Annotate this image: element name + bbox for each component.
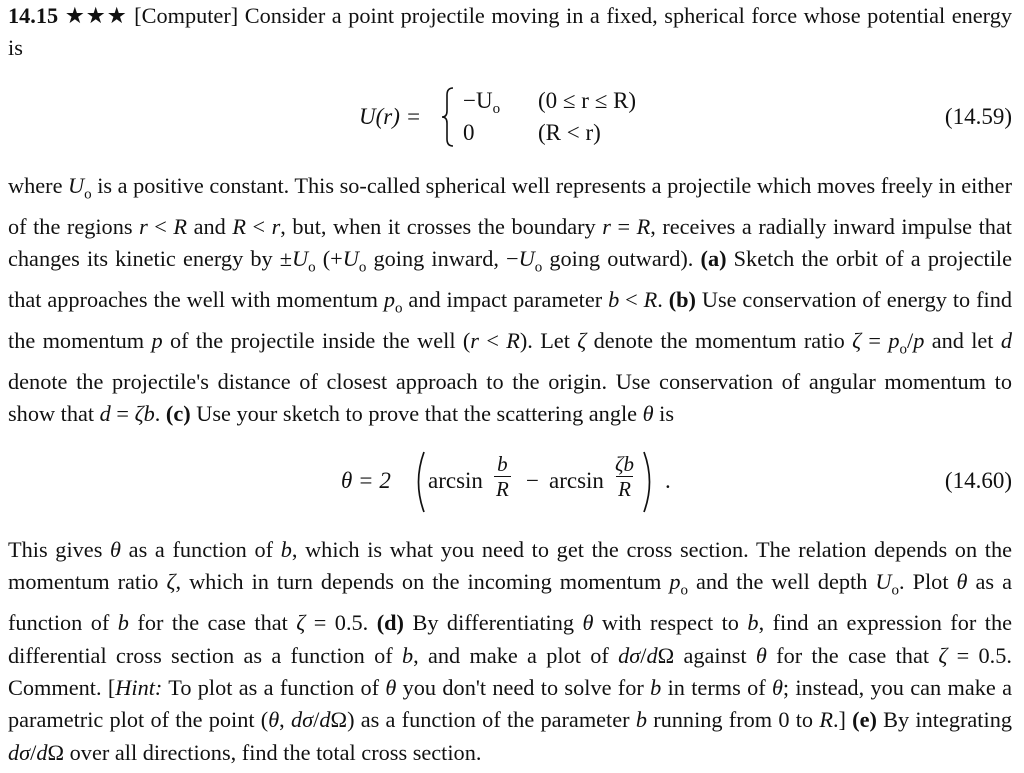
- equation-14-59: [0, 84, 1024, 150]
- frac1-numerator: b: [497, 452, 508, 476]
- equation-number-14-59: (14.59): [944, 104, 1012, 129]
- eq1-case1-condition: (0 ≤ r ≤ R): [538, 88, 637, 113]
- left-paren-icon: [411, 450, 427, 514]
- eq2-fraction-2: [613, 452, 636, 501]
- frac2-denominator: R: [618, 477, 631, 501]
- eq2-minus: −: [526, 468, 539, 493]
- eq1-case2-value: 0: [463, 120, 475, 145]
- problem-body: where $U_o$ is a positive constant. This so-called spherical well represents a projectile which moves freely in either of the regions r < R and R < r, but, when it crosses the boundary r = R, receives a radially inward impulse that changes its kinetic energy by $\pm U_o$ ($+U_o$ going inward, $-U_o$ going outward). (a) Sketch the orbit of a projectile that approaches the well with momentum $p_o$ and impact parameter b < R. (b) Use conservation of energy to find the momentum p of the projectile inside the well (r < R). Let ζ denote the momentum ratio $\zeta = p_o/p$ and let d denote the projectile's distance of closest approach to the origin. Use conservation of angular momentum to show that d = ζb. (c) Use your sketch to prove that the scattering angle θ is: [8, 173, 1013, 427]
- eq2-fraction-1: [494, 452, 511, 501]
- eq1-case2-condition: (R < r): [538, 120, 601, 145]
- intro-text: Consider a point projectile moving in a fixed, spherical force whose potential energy is: [8, 3, 1012, 61]
- equation-number-14-60: (14.60): [944, 468, 1012, 493]
- problem-number: 14.15: [8, 3, 59, 28]
- problem-continuation: This gives θ as a function of b, which is what you need to get the cross section. The relation depends on the momentum ratio ζ, which in turn depends on the incoming momentum $p_o$ and the well depth $U_o$. Plot θ as a function of b for the case that ζ = 0.5. (d) By differentiating θ with respect to b, find an expression for the differential cross section as a function of b, and make a plot of dσ/dΩ against θ for the case that ζ = 0.5. Comment. [Hint: To plot as a function of θ you don't need to solve for b in terms of θ; instead, you can make a parametric plot of the point (θ, dσ/dΩ) as a function of the parameter b running from 0 to R.] (e) By integrating dσ/dΩ over all directions, find the total cross section.: [8, 537, 1012, 765]
- left-brace-icon: [440, 86, 456, 148]
- frac2-numerator: ζb: [615, 452, 635, 476]
- difficulty-stars: ★★★: [64, 3, 128, 28]
- eq2-arcsin-2: arcsin: [549, 468, 604, 493]
- eq2-lhs: θ = 2: [341, 468, 391, 493]
- frac1-denominator: R: [496, 477, 509, 501]
- problem-intro: [8, 0, 1012, 65]
- eq2-period: .: [665, 468, 671, 493]
- eq1-lhs: U(r) =: [359, 104, 422, 129]
- eq1-case1-value: $-U_o$: [463, 88, 501, 117]
- problem-tag: [Computer]: [134, 3, 239, 28]
- right-paren-icon: [641, 450, 657, 514]
- eq2-arcsin-1: arcsin: [428, 468, 483, 493]
- equation-14-60: [0, 440, 1024, 520]
